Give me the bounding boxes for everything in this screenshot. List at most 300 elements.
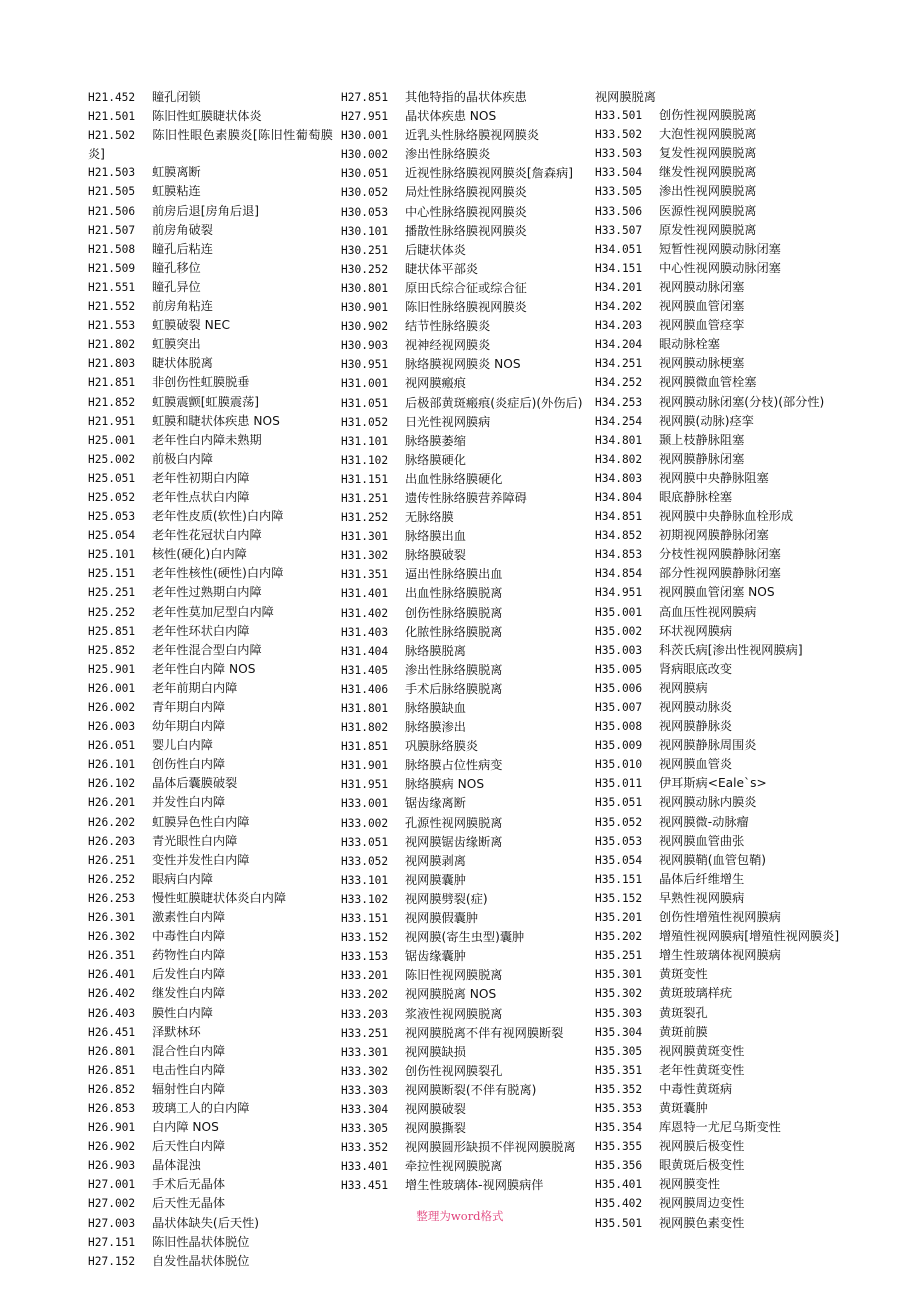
code-entry bbox=[341, 260, 586, 279]
diagnosis-code: H25.252 bbox=[88, 605, 136, 619]
diagnosis-code: H30.101 bbox=[341, 224, 389, 238]
code-entry bbox=[595, 1175, 840, 1194]
diagnosis-name: 结节性脉络膜炎 bbox=[405, 319, 491, 334]
diagnosis-code: H25.002 bbox=[88, 452, 136, 466]
code-entry bbox=[595, 431, 840, 450]
diagnosis-code: H34.202 bbox=[595, 300, 643, 314]
code-entry bbox=[341, 317, 586, 336]
code-entry bbox=[341, 489, 586, 508]
code-entry bbox=[88, 965, 333, 984]
diagnosis-code: H30.051 bbox=[341, 167, 389, 181]
diagnosis-name: 眼动脉栓塞 bbox=[659, 337, 720, 352]
diagnosis-name: 后发性白内障 bbox=[152, 967, 226, 982]
diagnosis-name: 增生性玻璃体视网膜病 bbox=[659, 948, 781, 963]
diagnosis-name: 中心性脉络膜视网膜炎 bbox=[405, 204, 527, 219]
code-entry bbox=[341, 279, 586, 298]
code-entry bbox=[341, 1157, 586, 1176]
code-entry bbox=[341, 413, 586, 432]
code-entry bbox=[341, 966, 586, 985]
diagnosis-code: H34.253 bbox=[595, 395, 643, 409]
diagnosis-name: 陈旧性晶状体脱位 bbox=[152, 1234, 250, 1249]
diagnosis-name: 瞳孔闭锁 bbox=[152, 90, 201, 104]
code-entry bbox=[88, 946, 333, 965]
diagnosis-name: 原发性视网膜脱离 bbox=[659, 222, 757, 237]
diagnosis-name: 渗出性视网膜脱离 bbox=[659, 184, 757, 199]
code-entry bbox=[595, 1023, 840, 1042]
diagnosis-code: H30.001 bbox=[341, 129, 389, 143]
code-entry bbox=[88, 488, 333, 507]
diagnosis-name: 青光眼性白内障 bbox=[152, 833, 238, 848]
diagnosis-code: H34.051 bbox=[595, 242, 643, 256]
diagnosis-code: H35.152 bbox=[595, 891, 643, 905]
diagnosis-name: 电击性白内障 bbox=[152, 1062, 226, 1077]
diagnosis-name: 中毒性白内障 bbox=[152, 929, 226, 944]
diagnosis-code: H21.802 bbox=[88, 338, 136, 352]
diagnosis-name: 虹膜粘连 bbox=[152, 184, 201, 199]
diagnosis-name: 后天性白内障 bbox=[152, 1139, 226, 1154]
code-entry bbox=[595, 603, 840, 622]
diagnosis-code: H33.201 bbox=[341, 969, 389, 983]
code-entry bbox=[88, 698, 333, 717]
diagnosis-name: 视网膜动脉闭塞 bbox=[659, 279, 745, 294]
diagnosis-name: 出血性脉络膜硬化 bbox=[405, 471, 503, 486]
diagnosis-code: H34.204 bbox=[595, 338, 643, 352]
diagnosis-name: 晶体后囊膜破裂 bbox=[152, 776, 238, 791]
diagnosis-name: 脉络膜破裂 bbox=[405, 548, 466, 563]
code-entry bbox=[595, 163, 840, 182]
code-entry bbox=[88, 526, 333, 545]
diagnosis-name: 眼病白内障 bbox=[152, 871, 213, 886]
code-entry bbox=[595, 641, 840, 660]
code-entry bbox=[595, 679, 840, 698]
diagnosis-name: 视网膜血管闭塞 bbox=[659, 299, 745, 314]
code-entry bbox=[341, 833, 586, 852]
diagnosis-name: 创伤性视网膜脱离 bbox=[659, 108, 757, 123]
code-entry bbox=[341, 718, 586, 737]
diagnosis-name: 老年性点状白内障 bbox=[152, 489, 250, 504]
code-entry bbox=[595, 1061, 840, 1080]
code-entry bbox=[595, 297, 840, 316]
diagnosis-code: H31.401 bbox=[341, 587, 389, 601]
diagnosis-name: 近乳头性脉络膜视网膜炎 bbox=[405, 128, 540, 143]
code-entry bbox=[341, 203, 586, 222]
diagnosis-name: 视网膜动脉炎 bbox=[659, 700, 733, 714]
diagnosis-code: H35.202 bbox=[595, 930, 643, 944]
diagnosis-name: 继发性视网膜脱离 bbox=[659, 165, 757, 180]
code-entry bbox=[88, 278, 333, 297]
diagnosis-code: H30.801 bbox=[341, 281, 389, 295]
diagnosis-name: 膜性白内障 bbox=[152, 1005, 213, 1020]
diagnosis-code: H31.102 bbox=[341, 453, 389, 467]
diagnosis-code: H35.352 bbox=[595, 1082, 643, 1096]
code-entry bbox=[341, 241, 586, 260]
code-entry bbox=[88, 813, 333, 832]
diagnosis-code: H25.054 bbox=[88, 529, 136, 543]
diagnosis-name: 晶状体缺失(后天性) bbox=[152, 1215, 260, 1230]
code-entry bbox=[341, 183, 586, 202]
diagnosis-code: H31.302 bbox=[341, 549, 389, 563]
diagnosis-code: H21.951 bbox=[88, 414, 136, 428]
diagnosis-name: 瞳孔后粘连 bbox=[152, 241, 213, 256]
diagnosis-name: 部分性视网膜静脉闭塞 bbox=[659, 566, 781, 581]
diagnosis-code: H31.301 bbox=[341, 530, 389, 544]
diagnosis-code: H21.507 bbox=[88, 223, 136, 237]
diagnosis-name: 前极白内障 bbox=[152, 451, 213, 466]
diagnosis-code: H30.002 bbox=[341, 148, 389, 162]
diagnosis-code: H26.351 bbox=[88, 949, 136, 963]
diagnosis-name: 黄斑变性 bbox=[659, 967, 708, 982]
diagnosis-name: 睫状体脱离 bbox=[152, 356, 213, 371]
code-entry bbox=[341, 222, 586, 241]
diagnosis-code: H33.302 bbox=[341, 1064, 389, 1078]
diagnosis-code: H33.502 bbox=[595, 128, 643, 142]
diagnosis-name: 视网膜静脉炎 bbox=[659, 719, 733, 734]
diagnosis-name: 原田氏综合征或综合征 bbox=[405, 280, 527, 295]
diagnosis-name: 脉络膜脱离 bbox=[405, 643, 466, 658]
diagnosis-name: 黄斑囊肿 bbox=[659, 1100, 708, 1115]
diagnosis-name: 老年性白内障 NOS bbox=[152, 661, 256, 676]
code-entry bbox=[595, 755, 840, 774]
diagnosis-code: H35.007 bbox=[595, 701, 643, 714]
diagnosis-name: 视神经视网膜炎 bbox=[405, 338, 491, 353]
diagnosis-name: 玻璃工人的白内障 bbox=[152, 1100, 250, 1115]
diagnosis-code: H35.251 bbox=[595, 949, 643, 963]
diagnosis-name: 肾病眼底改变 bbox=[659, 661, 733, 676]
diagnosis-code: H26.252 bbox=[88, 872, 136, 886]
diagnosis-name: 视网膜撕裂 bbox=[405, 1121, 466, 1136]
diagnosis-name: 视网膜鞘(血管包鞘) bbox=[659, 852, 767, 867]
diagnosis-name: 锯齿缘离断 bbox=[405, 796, 466, 811]
diagnosis-name: 瞳孔移位 bbox=[152, 260, 201, 275]
diagnosis-code: H35.301 bbox=[595, 968, 643, 982]
code-entry bbox=[88, 1004, 333, 1023]
code-entry bbox=[595, 660, 840, 679]
code-entry bbox=[341, 1100, 586, 1119]
code-entry bbox=[595, 354, 840, 373]
diagnosis-name: 早熟性视网膜病 bbox=[659, 890, 745, 905]
code-entry bbox=[341, 1024, 586, 1043]
diagnosis-name: 婴儿白内障 bbox=[152, 738, 213, 753]
diagnosis-code: H33.052 bbox=[341, 854, 389, 868]
diagnosis-name: 日光性视网膜病 bbox=[405, 414, 491, 429]
diagnosis-code: H25.901 bbox=[88, 662, 136, 676]
diagnosis-name: 陈旧性眼色素膜炎[陈旧性葡萄膜炎] bbox=[88, 128, 333, 162]
code-entry bbox=[341, 527, 586, 546]
code-entry bbox=[341, 909, 586, 928]
code-entry bbox=[595, 240, 840, 259]
diagnosis-name: 视网膜中央静脉血栓形成 bbox=[659, 509, 794, 524]
code-entry bbox=[88, 373, 333, 392]
diagnosis-code: H35.151 bbox=[595, 872, 643, 886]
code-entry bbox=[88, 545, 333, 564]
code-entry bbox=[341, 164, 586, 183]
code-entry bbox=[341, 1176, 586, 1195]
diagnosis-name: 混合性白内障 bbox=[152, 1043, 226, 1058]
diagnosis-name: 浆液性视网膜脱离 bbox=[405, 1006, 503, 1021]
code-entry bbox=[88, 641, 333, 660]
code-entry bbox=[88, 774, 333, 793]
diagnosis-name: 视网膜锯齿缘断离 bbox=[405, 834, 503, 849]
code-entry bbox=[341, 508, 586, 527]
diagnosis-code: H26.101 bbox=[88, 758, 136, 772]
diagnosis-code: H30.902 bbox=[341, 320, 389, 334]
code-entry bbox=[595, 965, 840, 984]
code-entry bbox=[341, 374, 586, 393]
diagnosis-name: 泽默林环 bbox=[152, 1024, 201, 1039]
diagnosis-name: 短暂性视网膜动脉闭塞 bbox=[659, 241, 781, 256]
diagnosis-name: 视网膜脱离不伴有视网膜断裂 bbox=[405, 1025, 564, 1040]
diagnosis-code: H31.001 bbox=[341, 377, 389, 391]
diagnosis-code: H35.305 bbox=[595, 1044, 643, 1058]
code-entry bbox=[88, 259, 333, 278]
diagnosis-code: H26.102 bbox=[88, 777, 136, 791]
diagnosis-code: H35.356 bbox=[595, 1159, 643, 1173]
diagnosis-name: 增殖性视网膜病[增殖性视网膜炎] bbox=[659, 929, 840, 944]
code-entry bbox=[88, 335, 333, 354]
diagnosis-code: H33.153 bbox=[341, 950, 389, 964]
diagnosis-code: H26.801 bbox=[88, 1044, 136, 1058]
diagnosis-code: H35.053 bbox=[595, 834, 643, 848]
diagnosis-code: H26.003 bbox=[88, 720, 136, 734]
code-entry bbox=[595, 583, 840, 602]
code-entry bbox=[341, 1138, 586, 1157]
diagnosis-code: H33.102 bbox=[341, 892, 389, 906]
code-entry bbox=[88, 88, 333, 107]
code-entry bbox=[341, 794, 586, 813]
diagnosis-code: H35.401 bbox=[595, 1178, 643, 1192]
diagnosis-code: H31.901 bbox=[341, 759, 389, 773]
diagnosis-name: 视网膜静脉闭塞 bbox=[659, 451, 745, 466]
diagnosis-code: H33.101 bbox=[341, 873, 389, 887]
diagnosis-code: H35.201 bbox=[595, 911, 643, 925]
diagnosis-code: H26.051 bbox=[88, 739, 136, 753]
code-entry bbox=[341, 451, 586, 470]
diagnosis-code: H26.852 bbox=[88, 1082, 136, 1096]
code-entry bbox=[595, 88, 840, 106]
diagnosis-name: 视网膜血管炎 bbox=[659, 757, 733, 772]
diagnosis-name: 白内障 NOS bbox=[152, 1120, 219, 1135]
diagnosis-code: H34.804 bbox=[595, 490, 643, 504]
code-entry bbox=[341, 1043, 586, 1062]
code-entry bbox=[88, 564, 333, 583]
diagnosis-name: 视网膜囊肿 bbox=[405, 872, 466, 887]
diagnosis-name: 颞上枝静脉阻塞 bbox=[659, 432, 745, 447]
code-entry bbox=[341, 584, 586, 603]
code-entry bbox=[88, 240, 333, 259]
diagnosis-code: H26.001 bbox=[88, 681, 136, 695]
diagnosis-name: 视网膜脱离 NOS bbox=[405, 987, 497, 1002]
diagnosis-code: H27.951 bbox=[341, 110, 389, 124]
diagnosis-code: H21.508 bbox=[88, 242, 136, 256]
code-entry bbox=[88, 507, 333, 526]
diagnosis-code: H35.009 bbox=[595, 739, 643, 753]
code-entry bbox=[341, 298, 586, 317]
code-entry bbox=[88, 603, 333, 622]
code-entry bbox=[88, 717, 333, 736]
diagnosis-code: H26.203 bbox=[88, 834, 136, 848]
code-entry bbox=[341, 565, 586, 584]
diagnosis-name: 虹膜破裂 NEC bbox=[152, 318, 230, 333]
code-entry bbox=[88, 316, 333, 335]
diagnosis-code: H35.354 bbox=[595, 1121, 643, 1135]
diagnosis-code: H33.051 bbox=[341, 835, 389, 849]
diagnosis-code: H31.851 bbox=[341, 740, 389, 754]
code-entry bbox=[595, 1099, 840, 1118]
code-entry bbox=[88, 679, 333, 698]
diagnosis-code: H30.251 bbox=[341, 243, 389, 257]
diagnosis-code: H26.903 bbox=[88, 1159, 136, 1173]
code-entry bbox=[88, 1023, 333, 1042]
diagnosis-name: 虹膜突出 bbox=[152, 337, 201, 352]
diagnosis-code: H25.852 bbox=[88, 643, 136, 657]
code-entry bbox=[88, 1233, 333, 1252]
diagnosis-code: H31.252 bbox=[341, 511, 389, 525]
code-entry bbox=[88, 583, 333, 602]
code-entry bbox=[88, 870, 333, 889]
diagnosis-name: 脉络膜视网膜炎 NOS bbox=[405, 357, 521, 372]
code-entry bbox=[595, 870, 840, 889]
code-entry bbox=[88, 984, 333, 1003]
diagnosis-name: 脉络膜出血 bbox=[405, 529, 466, 544]
code-entry bbox=[88, 1252, 333, 1271]
diagnosis-code: H31.951 bbox=[341, 778, 389, 792]
diagnosis-code: H35.001 bbox=[595, 605, 643, 619]
diagnosis-code: H31.802 bbox=[341, 721, 389, 735]
column-2 bbox=[341, 88, 586, 1195]
diagnosis-code: H21.851 bbox=[88, 376, 136, 390]
code-entry bbox=[341, 852, 586, 871]
code-entry bbox=[88, 469, 333, 488]
diagnosis-code: H34.252 bbox=[595, 376, 643, 390]
diagnosis-code: H21.552 bbox=[88, 300, 136, 314]
diagnosis-code: H26.902 bbox=[88, 1140, 136, 1154]
diagnosis-code: H21.502 bbox=[88, 129, 136, 143]
code-entry bbox=[595, 278, 840, 297]
diagnosis-name: 脉络膜病 NOS bbox=[405, 777, 485, 792]
diagnosis-name: 慢性虹膜睫状体炎白内障 bbox=[152, 890, 287, 905]
diagnosis-code: H30.951 bbox=[341, 358, 389, 372]
diagnosis-name: 播散性脉络膜视网膜炎 bbox=[405, 223, 527, 238]
diagnosis-name: 老年性皮质(软性)白内障 bbox=[152, 509, 284, 524]
diagnosis-name: 渗出性脉络膜炎 bbox=[405, 147, 491, 162]
diagnosis-name: 视网膜微-动脉瘤 bbox=[659, 814, 749, 829]
diagnosis-code: H27.851 bbox=[341, 91, 389, 104]
diagnosis-name: 脉络膜萎缩 bbox=[405, 433, 466, 448]
diagnosis-name: 晶体混浊 bbox=[152, 1158, 201, 1173]
diagnosis-code: H26.253 bbox=[88, 891, 136, 905]
code-entry bbox=[341, 604, 586, 623]
code-entry bbox=[88, 889, 333, 908]
diagnosis-code: H27.002 bbox=[88, 1197, 136, 1211]
diagnosis-name: 库恩特一尤尼乌斯变性 bbox=[659, 1120, 781, 1135]
diagnosis-code: H33.504 bbox=[595, 166, 643, 180]
code-entry bbox=[595, 182, 840, 201]
diagnosis-name: 创伤性增殖性视网膜病 bbox=[659, 910, 781, 925]
diagnosis-name: 视网膜血管曲张 bbox=[659, 833, 745, 848]
diagnosis-name: 陈旧性视网膜脱离 bbox=[405, 968, 503, 983]
diagnosis-name: 初期视网膜静脉闭塞 bbox=[659, 528, 769, 543]
diagnosis-code: H31.404 bbox=[341, 644, 389, 658]
diagnosis-name: 老年性白内障未熟期 bbox=[152, 432, 262, 447]
diagnosis-code: H35.010 bbox=[595, 758, 643, 772]
diagnosis-code: H35.002 bbox=[595, 624, 643, 638]
diagnosis-code: H34.802 bbox=[595, 452, 643, 466]
diagnosis-code: H21.852 bbox=[88, 395, 136, 409]
diagnosis-name: 并发性白内障 bbox=[152, 795, 226, 810]
diagnosis-code: H34.251 bbox=[595, 357, 643, 371]
diagnosis-name: 伊耳斯病<Eale`s> bbox=[659, 776, 767, 791]
diagnosis-code: H26.202 bbox=[88, 815, 136, 829]
code-entry bbox=[595, 412, 840, 431]
diagnosis-code: H31.405 bbox=[341, 663, 389, 677]
diagnosis-code: H33.501 bbox=[595, 109, 643, 123]
diagnosis-name: 科茨氏病[渗出性视网膜病] bbox=[659, 642, 803, 657]
code-entry bbox=[88, 660, 333, 679]
diagnosis-code: H35.052 bbox=[595, 815, 643, 829]
diagnosis-code: H34.254 bbox=[595, 414, 643, 428]
code-entry bbox=[88, 1080, 333, 1099]
diagnosis-code: H33.152 bbox=[341, 931, 389, 945]
diagnosis-code: H30.903 bbox=[341, 339, 389, 353]
diagnosis-name: 视网膜假囊肿 bbox=[405, 911, 479, 926]
code-entry bbox=[595, 373, 840, 392]
diagnosis-name: 视网膜(寄生虫型)囊肿 bbox=[405, 930, 525, 945]
diagnosis-code: H35.353 bbox=[595, 1101, 643, 1115]
diagnosis-name: 医源性视网膜脱离 bbox=[659, 203, 757, 218]
diagnosis-name: 牵拉性视网膜脱离 bbox=[405, 1159, 503, 1174]
code-entry bbox=[88, 202, 333, 221]
diagnosis-code: H33.401 bbox=[341, 1160, 389, 1174]
code-entry bbox=[88, 851, 333, 870]
diagnosis-code: H26.301 bbox=[88, 911, 136, 925]
diagnosis-code: H34.151 bbox=[595, 261, 643, 275]
code-entry bbox=[88, 126, 333, 163]
code-entry bbox=[88, 163, 333, 182]
diagnosis-code: H21.503 bbox=[88, 166, 136, 180]
diagnosis-code: H26.853 bbox=[88, 1101, 136, 1115]
code-entry bbox=[595, 526, 840, 545]
diagnosis-name: 陈旧性虹膜睫状体炎 bbox=[152, 109, 262, 124]
diagnosis-code: H30.052 bbox=[341, 186, 389, 200]
code-entry bbox=[341, 928, 586, 947]
diagnosis-name: 创伤性白内障 bbox=[152, 757, 226, 772]
diagnosis-code: H33.503 bbox=[595, 147, 643, 161]
diagnosis-code: H35.351 bbox=[595, 1063, 643, 1077]
code-entry bbox=[595, 1137, 840, 1156]
diagnosis-name: 瞳孔异位 bbox=[152, 279, 201, 294]
diagnosis-code: H35.303 bbox=[595, 1006, 643, 1020]
code-entry bbox=[595, 813, 840, 832]
diagnosis-name: 脉络膜渗出 bbox=[405, 720, 466, 735]
diagnosis-name: 虹膜异色性白内障 bbox=[152, 814, 250, 829]
code-entry bbox=[341, 145, 586, 164]
code-entry bbox=[595, 106, 840, 125]
diagnosis-code: H34.201 bbox=[595, 280, 643, 294]
diagnosis-code: H33.352 bbox=[341, 1141, 389, 1155]
diagnosis-name: 视网膜血管闭塞 NOS bbox=[659, 585, 775, 600]
code-entry bbox=[88, 927, 333, 946]
diagnosis-name: 睫状体平部炎 bbox=[405, 261, 479, 276]
diagnosis-code: H31.101 bbox=[341, 434, 389, 448]
diagnosis-name: 老年前期白内障 bbox=[152, 680, 238, 695]
diagnosis-code: H33.304 bbox=[341, 1102, 389, 1116]
diagnosis-code: H30.053 bbox=[341, 205, 389, 219]
diagnosis-name: 眼黄斑后极变性 bbox=[659, 1158, 745, 1173]
diagnosis-code: H21.803 bbox=[88, 357, 136, 371]
diagnosis-code: H21.505 bbox=[88, 185, 136, 199]
diagnosis-code: H34.801 bbox=[595, 433, 643, 447]
diagnosis-code: H35.501 bbox=[595, 1216, 643, 1230]
